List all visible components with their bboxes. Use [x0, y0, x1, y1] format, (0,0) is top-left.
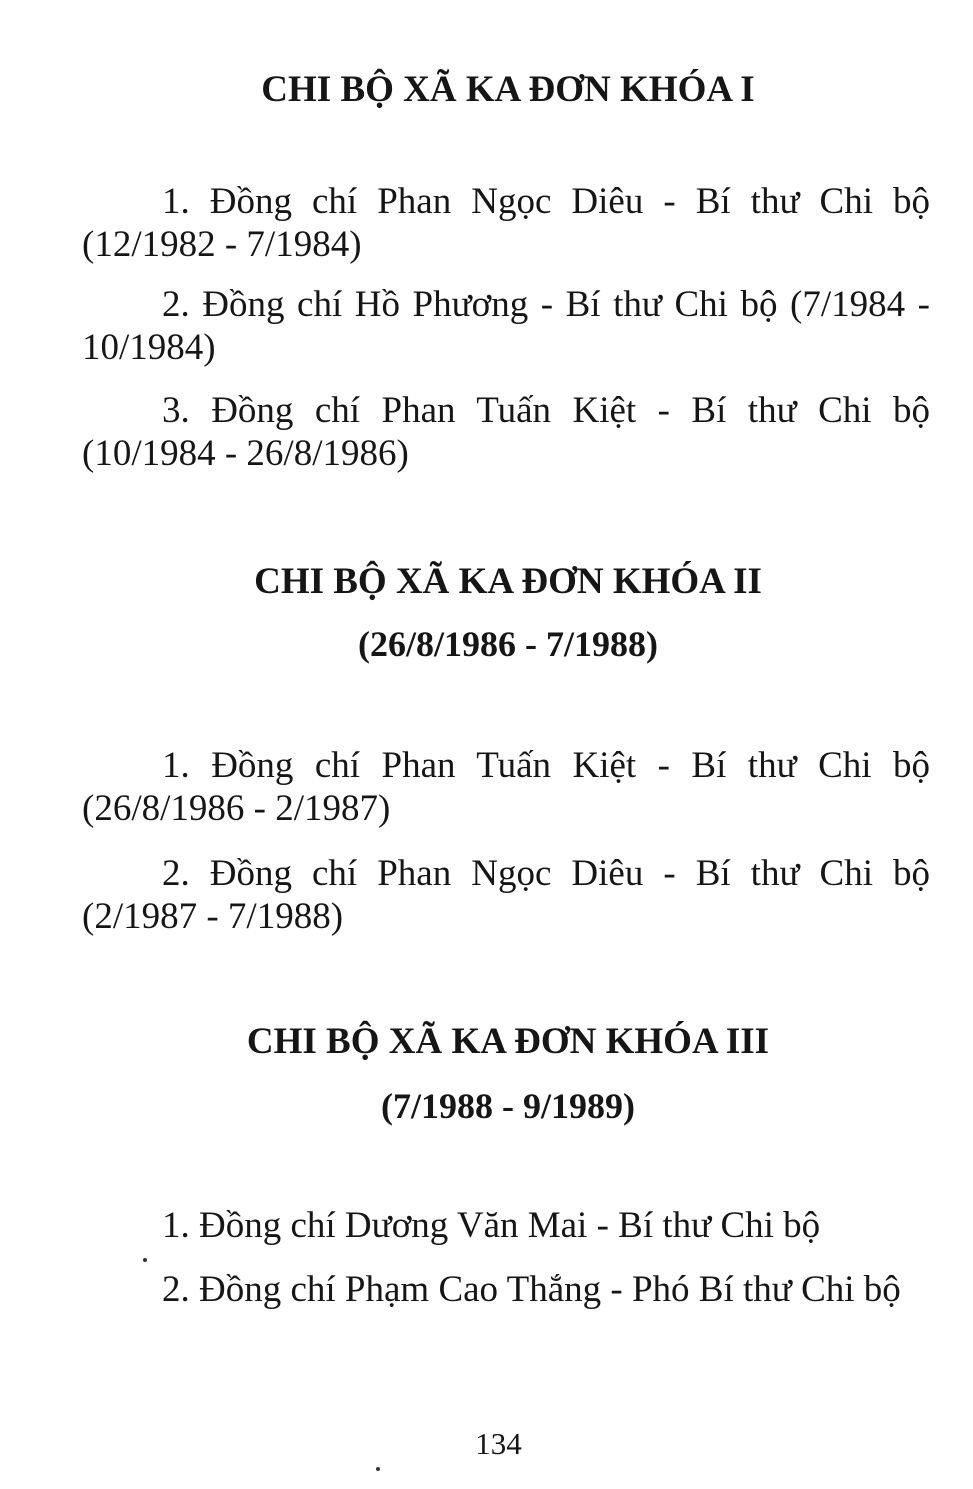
- section-2-title: CHI BỘ XÃ KA ĐƠN KHÓA II: [254, 561, 762, 602]
- section-1-title: CHI BỘ XÃ KA ĐƠN KHÓA I: [261, 69, 755, 110]
- section-3-title: CHI BỘ XÃ KA ĐƠN KHÓA III: [246, 1021, 770, 1062]
- section-3-period: (7/1988 - 9/1989): [381, 1086, 635, 1126]
- scan-speck: [143, 1258, 147, 1262]
- section-3-entry-1: 1. Đồng chí Dương Văn Mai - Bí thư Chi bộ: [162, 1205, 821, 1246]
- section-2-period: (26/8/1986 - 7/1988): [358, 624, 658, 664]
- section-3-entry-2: 2. Đồng chí Phạm Cao Thắng - Phó Bí thư Chi bộ: [162, 1269, 901, 1310]
- page-number: 134: [475, 1426, 522, 1461]
- section-1-entry-3: 3. Đồng chí Phan Tuấn Kiệt - Bí thư Chi bộ (10/1984 - 26/8/1986): [82, 390, 930, 474]
- section-2-entry-2: 2. Đồng chí Phan Ngọc Diêu - Bí thư Chi bộ (2/1987 - 7/1988): [82, 853, 930, 937]
- scan-speck: [376, 1467, 380, 1471]
- section-2-entry-1: 1. Đồng chí Phan Tuấn Kiệt - Bí thư Chi bộ (26/8/1986 - 2/1987): [82, 745, 930, 829]
- section-1-entry-1: 1. Đồng chí Phan Ngọc Diêu - Bí thư Chi bộ (12/1982 - 7/1984): [82, 181, 930, 265]
- section-1-entry-2: 2. Đồng chí Hồ Phương - Bí thư Chi bộ (7/1984 - 10/1984): [82, 284, 930, 368]
